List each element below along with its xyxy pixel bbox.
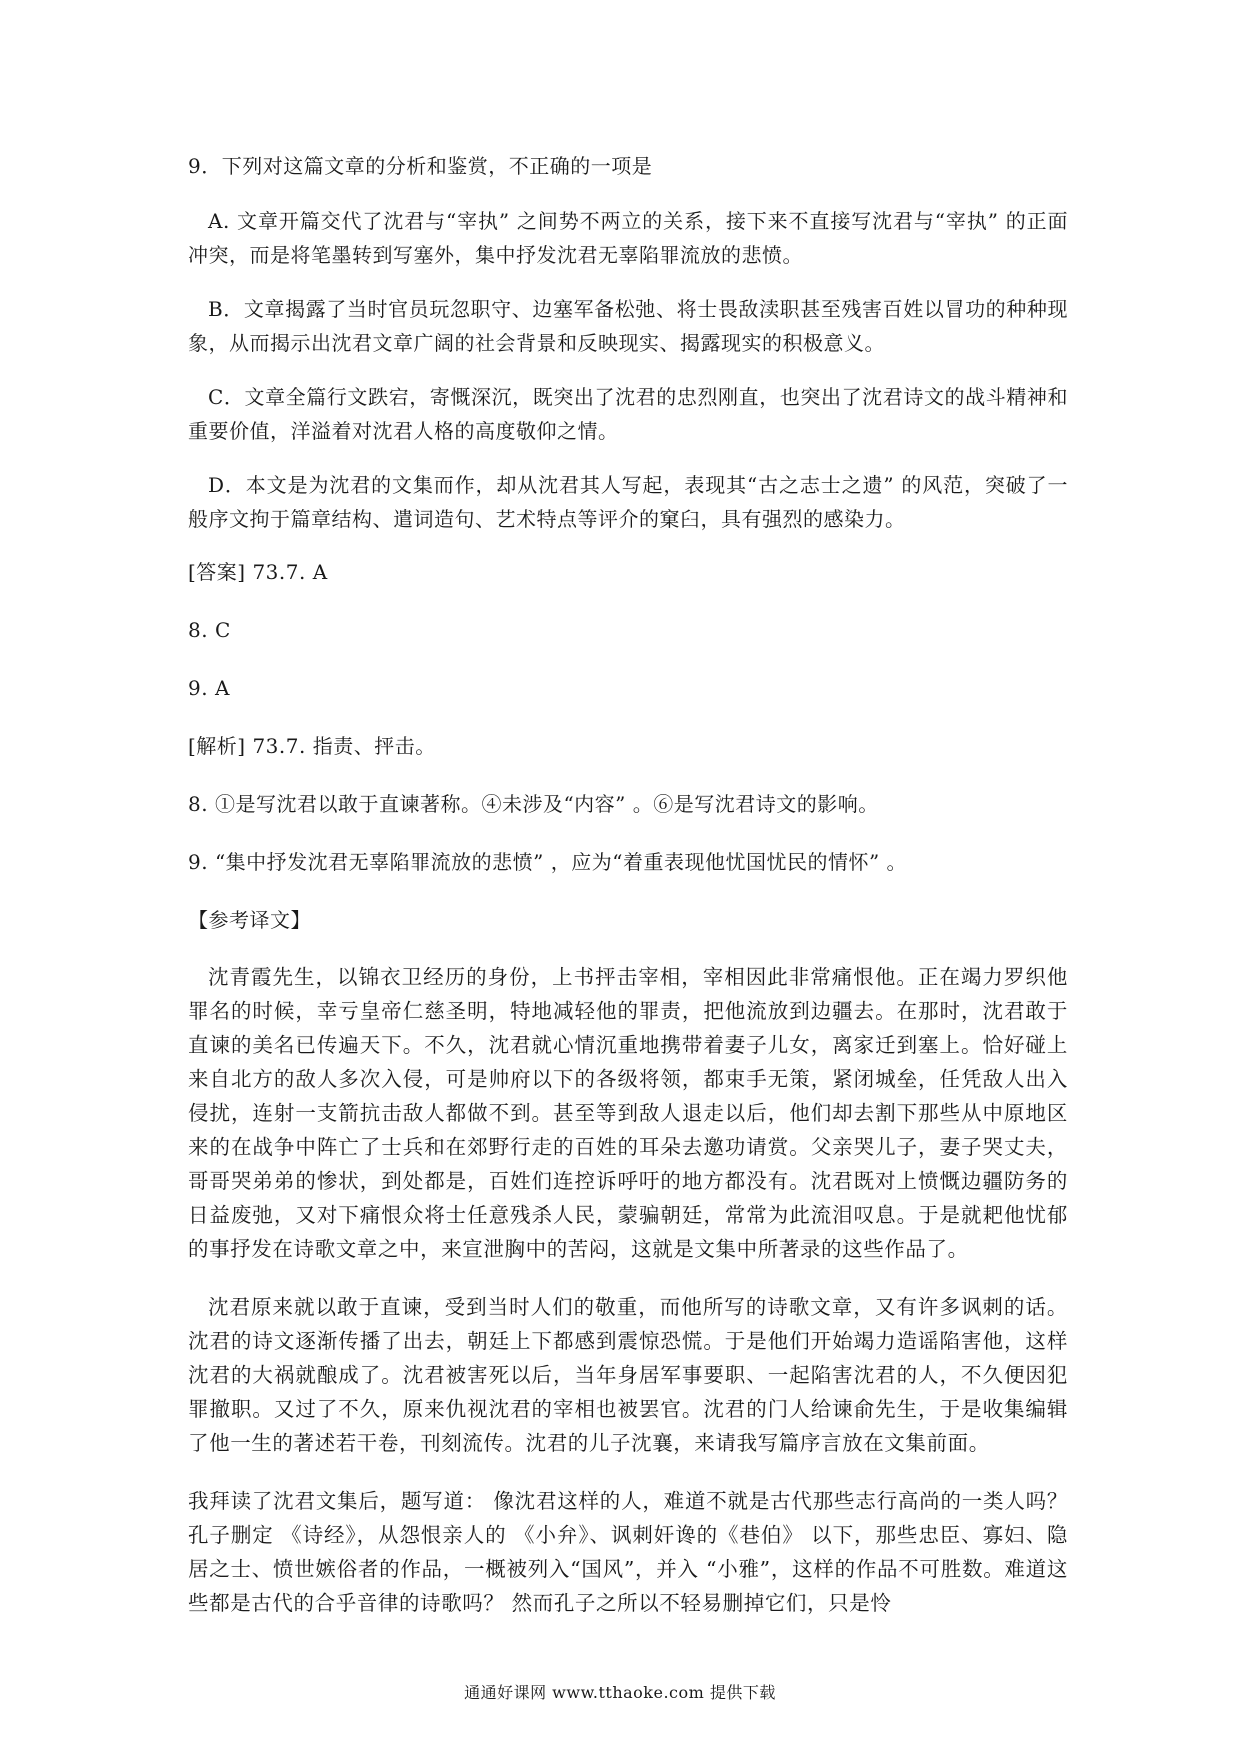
page-content xyxy=(188,150,1068,1644)
answer-line: 8. C xyxy=(188,618,231,642)
option-c: C．文章全篇行文跌宕，寄慨深沉，既突出了沈君的忠烈刚直，也突出了沈君诗文的战斗精神和重要价值，洋溢着对沈君人格的高度敬仰之情。 xyxy=(188,385,1068,443)
analysis-line: [解析] 73.7. 指责、抨击。 xyxy=(188,734,436,758)
option-a: A. 文章开篇交代了沈君与“宰执” 之间势不两立的关系，接下来不直接写沈君与“宰执” 的正面冲突，而是将笔墨转到写塞外，集中抒发沈君无辜陷罪流放的悲愤。 xyxy=(188,209,1068,267)
option-d: D．本文是为沈君的文集而作，却从沈君其人写起，表现其“古之志士之遗” 的风范，突破了一般序文拘于篇章结构、遣词造句、艺术特点等评介的窠臼，具有强烈的感染力。 xyxy=(188,473,1068,531)
analysis-line: 9. “集中抒发沈君无辜陷罪流放的悲愤” ，应为“着重表现他忧国忧民的情怀” 。 xyxy=(188,850,908,874)
option-b: B．文章揭露了当时官员玩忽职守、边塞军备松弛、将士畏敌渎职甚至残害百姓以冒功的种种现象，从而揭示出沈君文章广阔的社会背景和反映现实、揭露现实的积极意义。 xyxy=(188,297,1068,355)
answer-line: [答案] 73.7. A xyxy=(188,560,328,584)
translation-paragraph: 沈君原来就以敢于直谏，受到当时人们的敬重，而他所写的诗歌文章，又有许多讽刺的话。沈君的诗文逐渐传播了出去，朝廷上下都感到震惊恐慌。于是他们开始竭力造谣陷害他，这样沈君的大祸就酿成了。沈君被害死以后，当年身居军事要职、一起陷害沈君的人，不久便因犯罪撤职。又过了不久，原来仇视沈君的宰相也被罢官。沈君的门人给谏俞先生，于是收集编辑了他一生的著述若干卷，刊刻流传。沈君的儿子沈襄，来请我写篇序言放在文集前面。 xyxy=(188,1295,1068,1455)
answer-line: 9. A xyxy=(188,676,230,700)
question-title: 9．下列对这篇文章的分析和鉴赏，不正确的一项是 xyxy=(188,154,653,178)
reference-title: 【参考译文】 xyxy=(188,908,311,932)
translation-paragraph: 我拜读了沈君文集后，题写道： 像沈君这样的人，难道不就是古代那些志行高尚的一类人吗？ 孔子删定 《诗经》，从怨恨亲人的 《小弁》、讽刺奸谗的《巷伯》 以下，那些忠臣、寡妇、隐居之士、愤世嫉俗者的作品，一概被列入“国风”，并入 “小雅”，这样的作品不可胜数。难道这些都是古代的合乎音律的诗歌吗？ 然而孔子之所以不轻易删掉它们，只是怜 xyxy=(188,1489,1068,1615)
page-footer: 通通好课网 www.tthaoke.com 提供下载 xyxy=(464,1683,776,1702)
translation-paragraph: 沈青霞先生，以锦衣卫经历的身份，上书抨击宰相，宰相因此非常痛恨他。正在竭力罗织他罪名的时候，幸亏皇帝仁慈圣明，特地减轻他的罪责，把他流放到边疆去。在那时，沈君敢于直谏的美名已传遍天下。不久，沈君就心情沉重地携带着妻子儿女，离家迁到塞上。恰好碰上来自北方的敌人多次入侵，可是帅府以下的各级将领，都束手无策，紧闭城垒，任凭敌人出入侵扰，连射一支箭抗击敌人都做不到。甚至等到敌人退走以后，他们却去割下那些从中原地区来的在战争中阵亡了士兵和在郊野行走的百姓的耳朵去邀功请赏。父亲哭儿子，妻子哭丈夫，哥哥哭弟弟的惨状，到处都是，百姓们连控诉呼吁的地方都没有。沈君既对上愤慨边疆防务的日益废弛，又对下痛恨众将士任意残杀人民，蒙骗朝廷，常常为此流泪叹息。于是就耙他忧郁的事抒发在诗歌文章之中，来宣泄胸中的苦闷，这就是文集中所著录的这些作品了。 xyxy=(188,965,1068,1261)
analysis-line: 8. ①是写沈君以敢于直谏著称。④未涉及“内容” 。⑥是写沈君诗文的影响。 xyxy=(188,792,879,816)
